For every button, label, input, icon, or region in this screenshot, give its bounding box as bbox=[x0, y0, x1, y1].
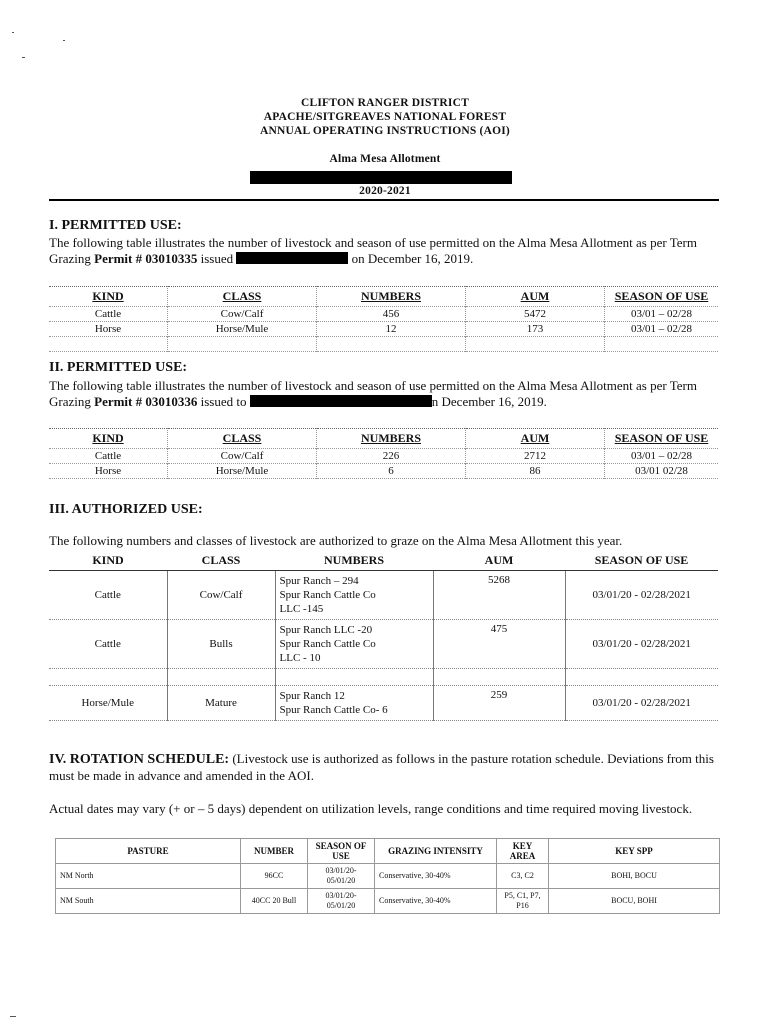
permit-number: Permit # 03010336 bbox=[94, 394, 198, 409]
col-class: CLASS bbox=[167, 551, 275, 571]
table-row bbox=[49, 620, 718, 669]
section2-title: II. PERMITTED USE: bbox=[49, 360, 188, 375]
cell-aum: 475 bbox=[433, 620, 565, 669]
col-numbers: NUMBERS bbox=[317, 287, 466, 307]
cell-grazing-intensity: Conservative, 30-40% bbox=[375, 889, 497, 914]
cell-pasture: NM North bbox=[56, 864, 241, 889]
permit-number: Permit # 03010335 bbox=[94, 251, 198, 266]
cell-class: Horse/Mule bbox=[168, 464, 317, 479]
cell-season: 03/01/20-05/01/20 bbox=[308, 889, 375, 914]
redaction-bar bbox=[250, 171, 512, 184]
col-season: SEASON OF USE bbox=[605, 429, 719, 449]
cell-pasture: NM South bbox=[56, 889, 241, 914]
section4-title: IV. ROTATION SCHEDULE: bbox=[49, 752, 230, 767]
cell-key-spp: BOCU, BOHI bbox=[549, 889, 720, 914]
cell-aum: 2712 bbox=[466, 449, 605, 464]
cell-numbers: 226 bbox=[317, 449, 466, 464]
cell-aum: 5472 bbox=[466, 307, 605, 322]
permitted-use-table-1 bbox=[49, 286, 718, 352]
redaction-bar bbox=[250, 395, 432, 407]
col-aum: AUM bbox=[466, 287, 605, 307]
col-number: NUMBER bbox=[241, 839, 308, 864]
cell-numbers: 12 bbox=[317, 322, 466, 337]
col-class: CLASS bbox=[168, 287, 317, 307]
cell-aum: 86 bbox=[466, 464, 605, 479]
section3-intro: The following numbers and classes of livestock are authorized to graze on the Alma Mesa Allotment this year. bbox=[49, 533, 623, 548]
table-row bbox=[49, 307, 718, 322]
col-kind: KIND bbox=[92, 289, 124, 303]
year-title: 2020-2021 bbox=[359, 185, 411, 197]
cell-kind: Cattle bbox=[49, 620, 167, 669]
cell-kind: Horse bbox=[94, 323, 122, 335]
cell-kind: Cattle bbox=[94, 308, 122, 320]
cell-aum: 173 bbox=[466, 322, 605, 337]
cell-number: 96CC bbox=[241, 864, 308, 889]
table-row bbox=[49, 449, 718, 464]
col-key-area: KEY AREA bbox=[497, 839, 549, 864]
cell-season: 03/01 – 02/28 bbox=[605, 322, 719, 337]
col-numbers: NUMBERS bbox=[275, 551, 433, 571]
permitted-use-table-2 bbox=[49, 428, 718, 479]
cell-class: Bulls bbox=[167, 620, 275, 669]
cell-class: Cow/Calf bbox=[167, 571, 275, 620]
cell-numbers: 456 bbox=[317, 307, 466, 322]
table-row bbox=[49, 571, 718, 620]
cell-key-area: C3, C2 bbox=[497, 864, 549, 889]
cell-season: 03/01/20 - 02/28/2021 bbox=[565, 620, 718, 669]
section1-text: The following table illustrates the number of livestock and season of use permitted on the Alma Mesa Allotment as per Term Grazing Permit # 03010335 issued on December 16, 2019. bbox=[49, 235, 697, 266]
district-title: CLIFTON RANGER DISTRICT bbox=[301, 97, 469, 109]
col-season: SEASON OF USE bbox=[565, 551, 718, 571]
col-grazing-intensity: GRAZING INTENSITY bbox=[375, 839, 497, 864]
header-rule bbox=[49, 199, 719, 201]
table-row bbox=[56, 864, 720, 889]
col-pasture: PASTURE bbox=[56, 839, 241, 864]
col-season: SEASON OF USE bbox=[308, 839, 375, 864]
rotation-schedule-table bbox=[55, 838, 720, 914]
table-row bbox=[49, 322, 718, 337]
aoi-title: ANNUAL OPERATING INSTRUCTIONS (AOI) bbox=[260, 125, 510, 137]
section2-text: The following table illustrates the number of livestock and season of use permitted on the Alma Mesa Allotment as per Term Grazing Permit # 03010336 issued to n December 16, 2019. bbox=[49, 378, 697, 409]
col-season: SEASON OF USE bbox=[605, 287, 719, 307]
col-numbers: NUMBERS bbox=[317, 429, 466, 449]
cell-kind: Cattle bbox=[49, 571, 167, 620]
cell-season: 03/01/20-05/01/20 bbox=[308, 864, 375, 889]
cell-class: Mature bbox=[167, 686, 275, 721]
section4-text: IV. ROTATION SCHEDULE: (Livestock use is authorized as follows in the pasture rotation schedule. Deviations from this must be made in advance and amended in the AOI. bbox=[49, 751, 714, 783]
cell-season: 03/01/20 - 02/28/2021 bbox=[565, 686, 718, 721]
redaction-bar bbox=[236, 252, 348, 264]
cell-kind: Horse/Mule bbox=[49, 686, 167, 721]
col-class: CLASS bbox=[168, 429, 317, 449]
cell-key-area: P5, C1, P7, P16 bbox=[497, 889, 549, 914]
cell-season: 03/01 – 02/28 bbox=[605, 307, 719, 322]
cell-aum: 259 bbox=[433, 686, 565, 721]
cell-numbers: Spur Ranch 12 Spur Ranch Cattle Co- 6 bbox=[275, 686, 433, 721]
cell-class: Horse/Mule bbox=[168, 322, 317, 337]
cell-numbers: Spur Ranch – 294 Spur Ranch Cattle Co LLC -145 bbox=[275, 571, 433, 620]
section1-title: I. PERMITTED USE: bbox=[49, 218, 182, 233]
cell-season: 03/01 – 02/28 bbox=[605, 449, 719, 464]
cell-numbers: 6 bbox=[317, 464, 466, 479]
table-row-empty bbox=[49, 337, 718, 352]
col-key-spp: KEY SPP bbox=[549, 839, 720, 864]
col-kind: KIND bbox=[49, 551, 167, 571]
table-row bbox=[56, 889, 720, 914]
cell-key-spp: BOHI, BOCU bbox=[549, 864, 720, 889]
table-row bbox=[49, 686, 718, 721]
cell-season: 03/01/20 - 02/28/2021 bbox=[565, 571, 718, 620]
forest-title: APACHE/SITGREAVES NATIONAL FOREST bbox=[263, 111, 507, 123]
cell-class: Cow/Calf bbox=[168, 307, 317, 322]
col-aum: AUM bbox=[466, 429, 605, 449]
allotment-title: Alma Mesa Allotment bbox=[329, 153, 441, 165]
col-kind: KIND bbox=[92, 431, 124, 445]
col-aum: AUM bbox=[433, 551, 565, 571]
cell-grazing-intensity: Conservative, 30-40% bbox=[375, 864, 497, 889]
cell-kind: Horse bbox=[94, 465, 122, 477]
cell-season: 03/01 02/28 bbox=[605, 464, 719, 479]
cell-class: Cow/Calf bbox=[168, 449, 317, 464]
authorized-use-table bbox=[49, 551, 718, 721]
table-row bbox=[49, 464, 718, 479]
cell-numbers: Spur Ranch LLC -20 Spur Ranch Cattle Co LLC - 10 bbox=[275, 620, 433, 669]
table-row-empty bbox=[49, 669, 718, 686]
cell-number: 40CC 20 Bull bbox=[241, 889, 308, 914]
section3-title: III. AUTHORIZED USE: bbox=[49, 502, 203, 517]
cell-kind: Cattle bbox=[94, 450, 122, 462]
section4-note: Actual dates may vary (+ or – 5 days) dependent on utilization levels, range conditions and time required moving livestock. bbox=[49, 801, 693, 816]
cell-aum: 5268 bbox=[433, 571, 565, 620]
